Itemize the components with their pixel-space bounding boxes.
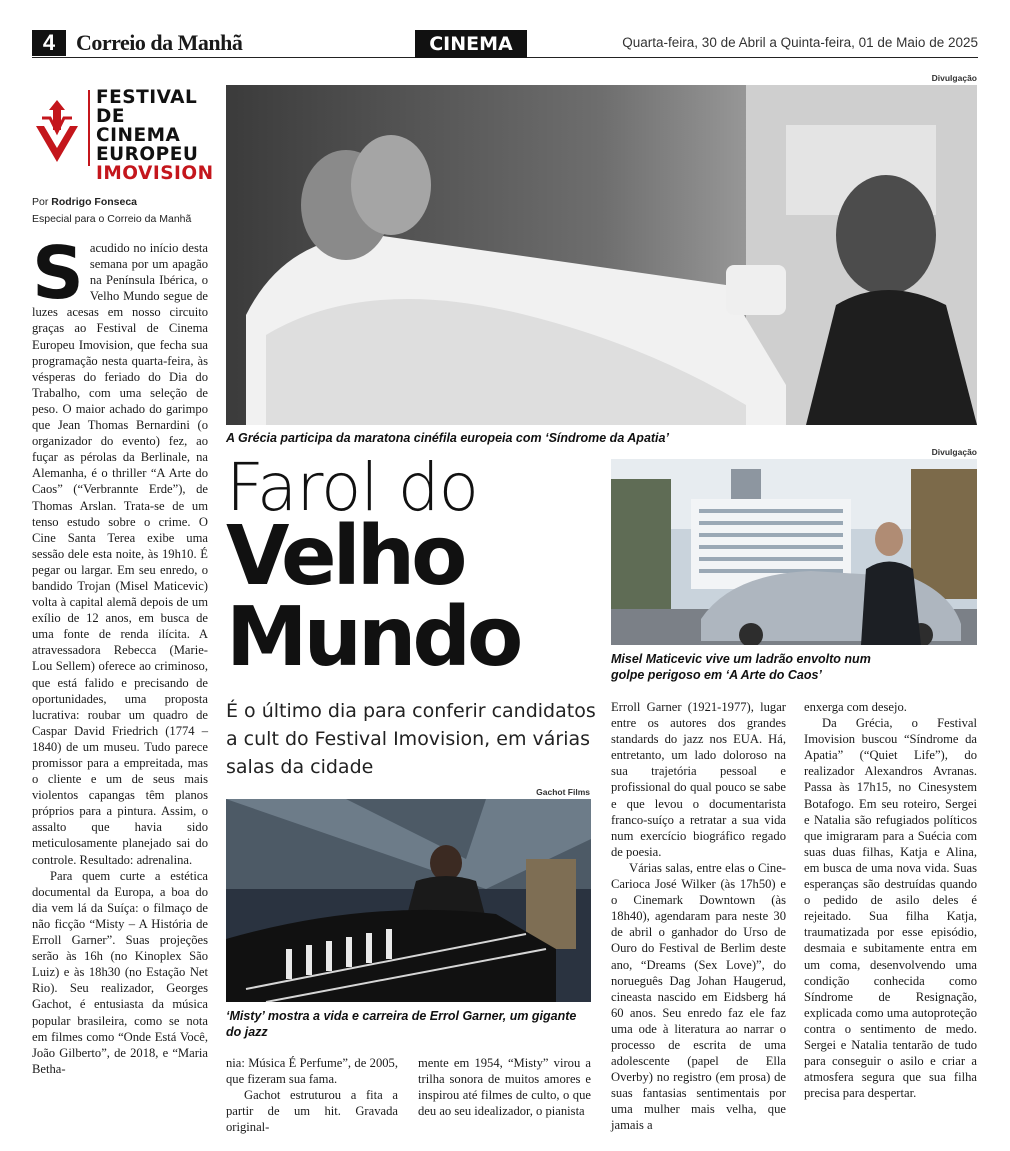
photo-credit: Divulgação bbox=[931, 447, 977, 457]
article-column-4 bbox=[611, 699, 786, 1134]
article-column-2 bbox=[226, 1055, 398, 1135]
issue-date: Quarta-feira, 30 de Abril a Quinta-feira, 01 de Maio de 2025 bbox=[622, 35, 978, 50]
page-header bbox=[32, 30, 978, 58]
masthead: Correio da Manhã bbox=[76, 30, 243, 55]
photo-credit: Divulgação bbox=[931, 73, 977, 83]
byline: Por Rodrigo Fonseca Especial para o Correio da Manhã bbox=[32, 196, 192, 225]
festival-logo bbox=[32, 87, 214, 184]
logo-divider bbox=[88, 90, 90, 166]
article-column-3 bbox=[418, 1055, 591, 1119]
photo-caption: Misel Maticevic vive um ladrão envolto num golpe perigoso em ‘A Arte do Caos’ bbox=[611, 652, 871, 682]
photo-credit: Gachot Films bbox=[536, 787, 590, 797]
drop-cap: S bbox=[32, 231, 84, 315]
festival-wordmark: FESTIVAL DE CINEMA EUROPEU IMOVISION bbox=[96, 87, 214, 184]
article-paragraph: enxerga com desejo. bbox=[804, 700, 907, 714]
article-paragraph: Várias salas, entre elas o Cine-Carioca José Wilker (às 17h50) e o Cinemark Downtown (às 18h40), agendaram para neste 30 de abril o ganhador do Urso de Ouro do Festival de Berlim deste ano, “Dreams (Sex Love)”, do norueguês Dag Johan Haugerud, cineasta nascido em Eidsberg há 60 anos. Seu enredo faz ele faz uma ode à literatura ao narrar o processo de escrita de uma adolescente (papel de Ella Overby) no registro (em prosa) de suas fantasias sentimentais por uma mulher mais velha, que jamais a bbox=[611, 860, 786, 1133]
photo-sindrome-da-apatia bbox=[226, 85, 977, 425]
standfirst: É o último dia para conferir candidatos a cult do Festival Imovision, em várias salas da cidade bbox=[226, 700, 596, 778]
article-paragraph: Erroll Garner (1921-1977), lugar entre os autores dos grandes standards do jazz nos EUA. Há, entretanto, um lado doloroso na sua trajetória pessoal e profissional do qual pouco se sabe e que levou o documentarista franco-suíço a retratar a sua vida num exercício biográfico regado de poesia. bbox=[611, 700, 786, 859]
photo-caption: A Grécia participa da maratona cinéfila europeia com ‘Síndrome da Apatia’ bbox=[226, 431, 669, 445]
section-tag: CINEMA bbox=[415, 30, 527, 58]
article-column-5 bbox=[804, 699, 977, 1101]
article-paragraph: Da Grécia, o Festival Imovision buscou “Síndrome da Apatia” (“Quiet Life”), do realizador Alexandros Avranas. Passa às 17h15, no Cinesystem Botafogo. Em seu roteiro, Sergei e Natalia são refugiados políticos que imigraram para a Suécia com suas duas filhas, Katja e Alina, em busca de uma nova vida. Suas esperanças são destruídas quando o pedido de asilo deles é rejeitado. Sua filha Katja, traumatizada por esse episódio, desmaia e subitamente entra em um coma, desenvolvendo uma condição conhecida como Síndrome de Resignação, explicada como uma autoproteção contra o sentimento de medo. Sergei e Natalia tentarão de tudo para conseguir o asilo e criar a atmosfera segura que sua filha precisa para despertar. bbox=[804, 716, 977, 1101]
festival-mark-icon bbox=[32, 96, 82, 166]
article-paragraph: mente em 1954, “Misty” virou a trilha sonora de muitos amores e inspirou até filmes de culto, o que deu ao seu idealizador, o pianista bbox=[418, 1056, 591, 1119]
article-column-1 bbox=[32, 231, 208, 1077]
headline-line-3: Mundo bbox=[226, 590, 520, 685]
page-number: 4 bbox=[32, 30, 66, 56]
photo-caption: ‘Misty’ mostra a vida e carreira de Errol Garner, um gigante do jazz bbox=[226, 1009, 577, 1039]
photo-a-arte-do-caos bbox=[611, 459, 977, 645]
article-paragraph: Gachot estruturou a fita a partir de um hit. Gravada original- bbox=[226, 1088, 398, 1135]
article-paragraph: Sacudido no início desta semana por um apagão na Península Ibérica, o Velho Mundo segue de luzes acesas em nosso circuito graças ao Festival de Cinema Europeu Imovision, que fecha sua programação nesta quarta-feira, às vésperas do feriado do Dia do Trabalho, com uma seleção de peso. O maior achado do garimpo que Jean Thomas Bernardini (o organizador do evento) fez, ao fuçar as pérolas da Berlinale, na Alemanha, é o thriller “A Arte do Caos” (“Verbrannte Erde”), de Thomas Arslan. Trata-se de um tenso estudo sobre o crime. O Cine Santa Terea exibe uma sessão dele esta noite, às 19h10. É pegar ou largar. Em seu enredo, o bandido Trojan (Misel Maticevic) volta à capital alemã depois de um exílio de 12 anos, em busca de uma fonte de renda ilícita. A atravessadora Rebecca (Marie-Lou Sellem) oferece ao criminoso, que está falido e precisando de oportunidades, uma proposta lucrativa: roubar um quadro de Caspar David Friedrich (1774 –1840) de um museu. Tudo parece promissor para a empreitada, mas o cliente e um de seus mais violentos capangas têm planos próprios para a pintura. Assim, o assalto que havia sido meticulosamente planejado sai do controle. Resultado: adrenalina. bbox=[32, 231, 208, 867]
photo-misty bbox=[226, 799, 591, 1002]
article-paragraph: nia: Música É Perfume”, de 2005, que fizeram sua fama. bbox=[226, 1056, 398, 1087]
headline-line-2: Velho bbox=[226, 509, 464, 604]
headline-line-1: Farol do bbox=[226, 449, 479, 526]
article-paragraph: Para quem curte a estética documental da Europa, a boa do dia vem lá da Suíça: o filmaço de não ficção “Misty – A História de Erroll Garner”. Suas projeções serão às 16h (no Kinoplex São Luiz) e às 18h30 (no Estação Net Rio). Seu realizador, Georges Gachot, é entusiasta da música popular brasileira, como se nota em filmes como “Onde Está Você, João Gilberto”, de 2018, e “Maria Betha- bbox=[32, 868, 208, 1076]
